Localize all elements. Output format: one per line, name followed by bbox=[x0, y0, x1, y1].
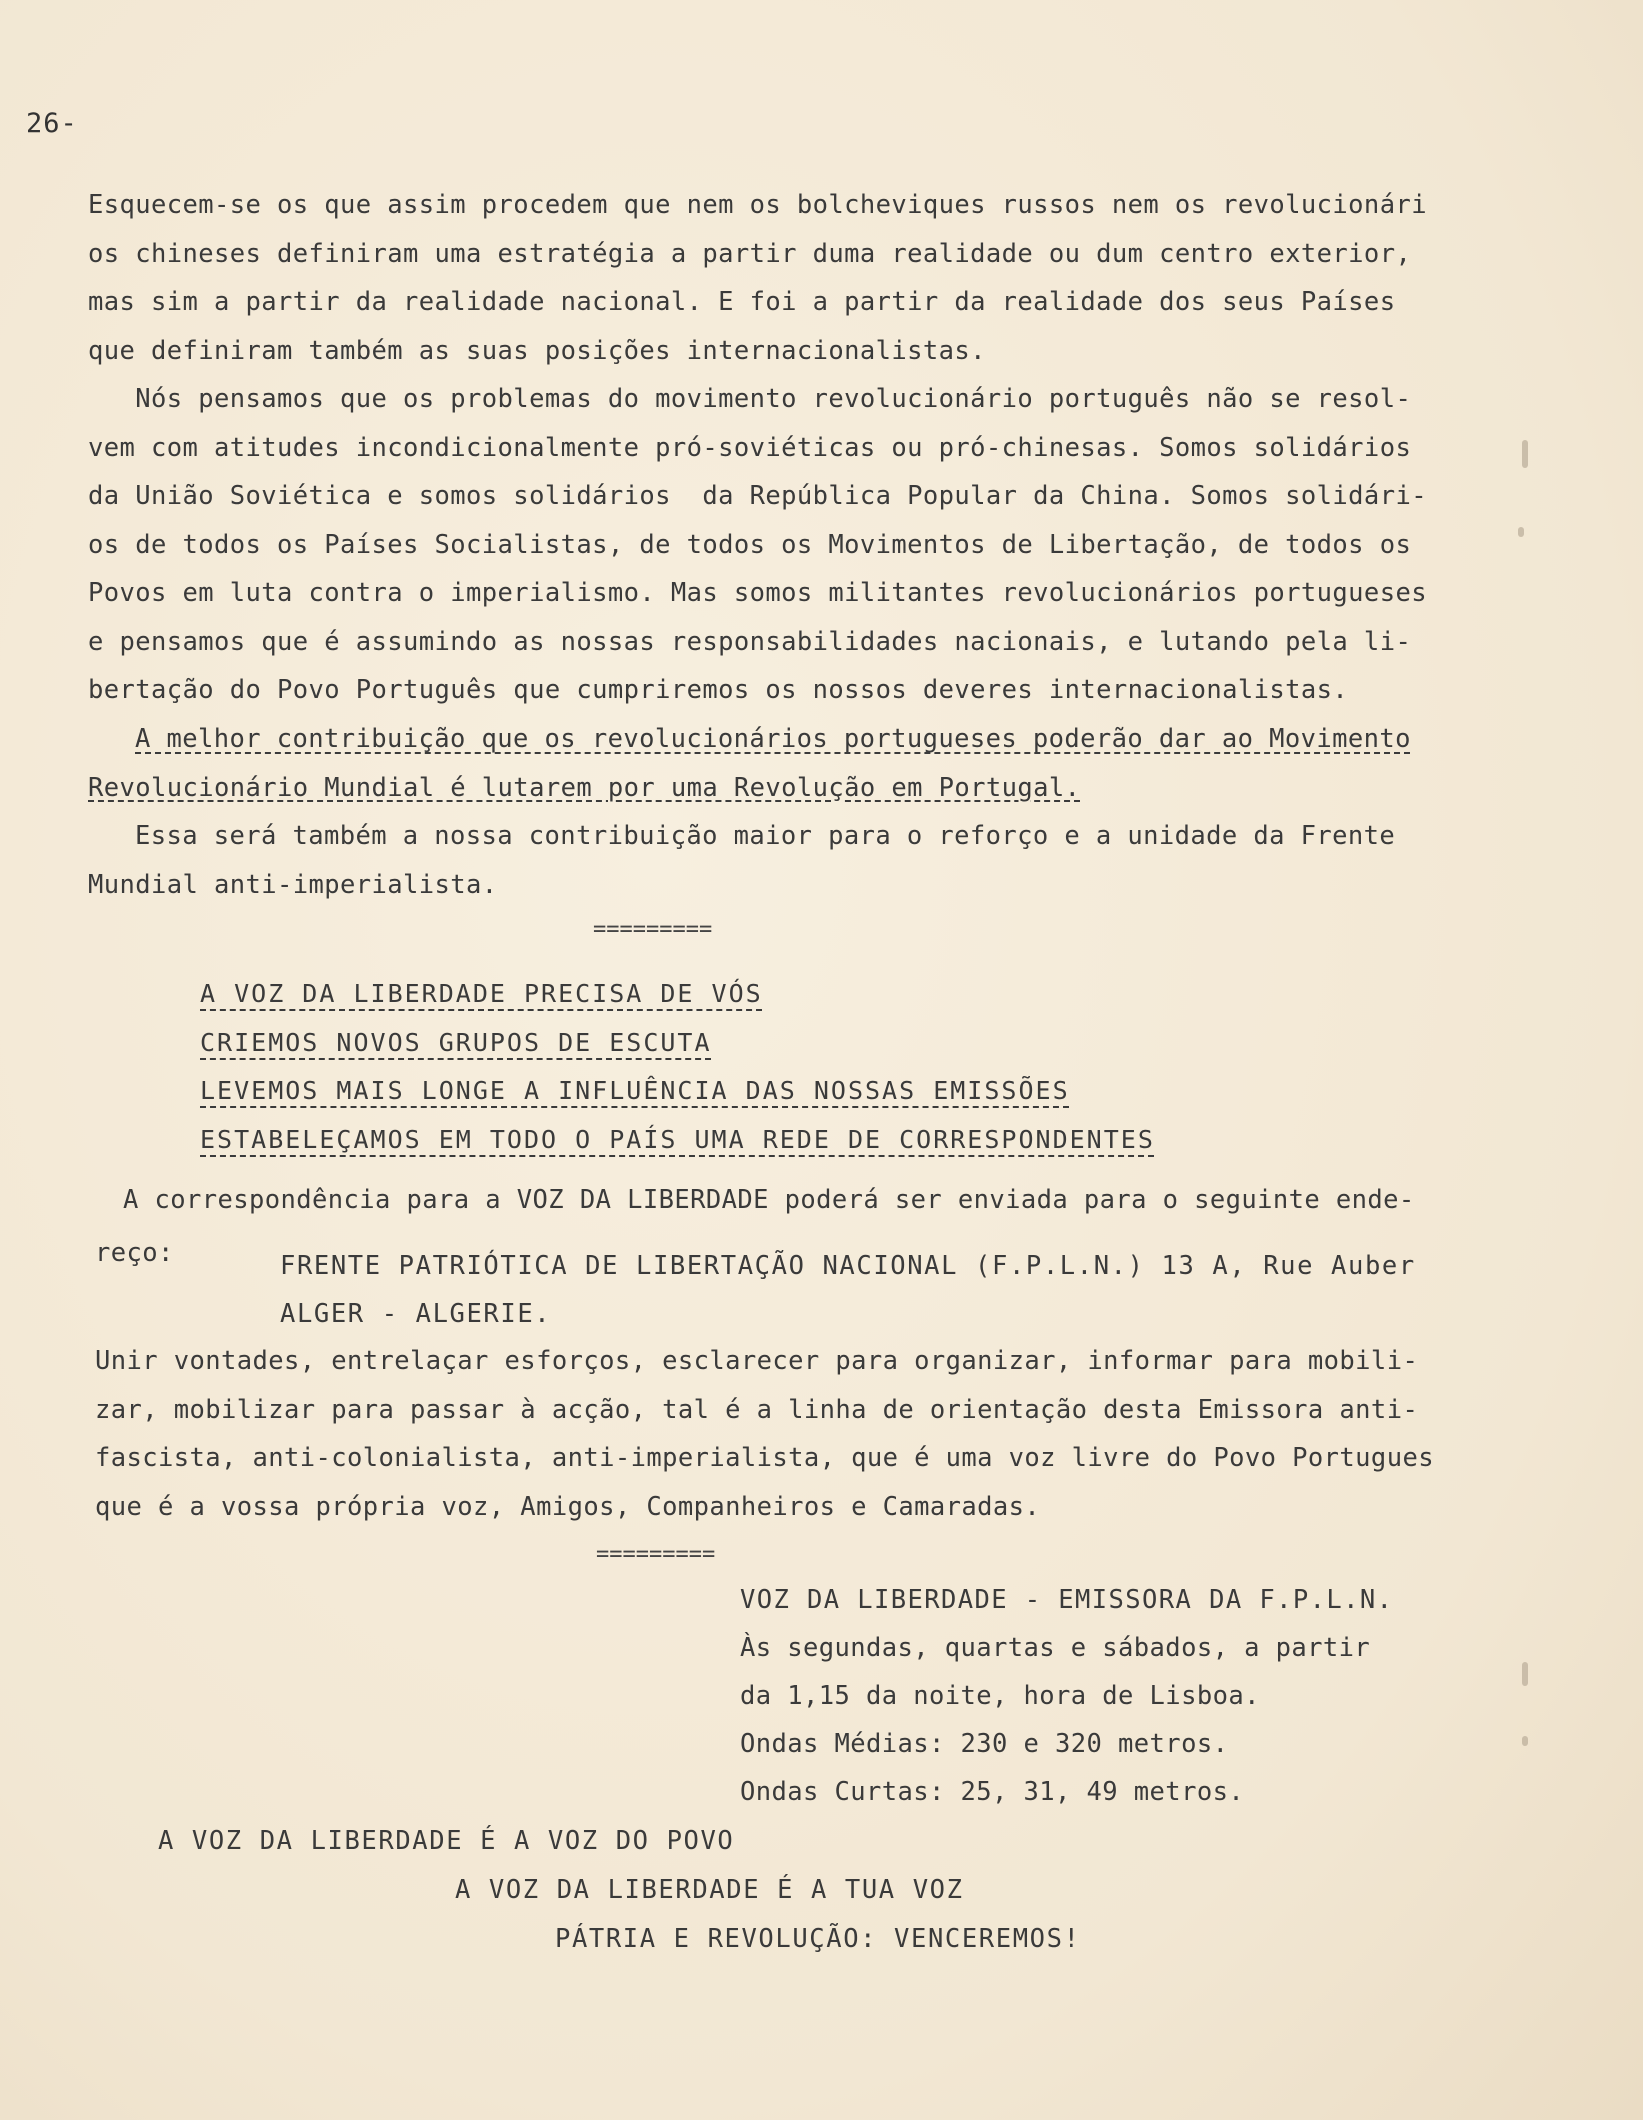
paragraph-3 bbox=[88, 715, 1448, 812]
text-line-wrap bbox=[88, 764, 1448, 813]
broadcast-title: VOZ DA LIBERDADE - EMISSORA DA F.P.L.N. bbox=[740, 1585, 1394, 1615]
slogan-line: ESTABELEÇAMOS EM TODO O PAÍS UMA REDE DE CORRESPONDENTES bbox=[200, 1125, 1155, 1154]
slogan-line: A VOZ DA LIBERDADE PRECISA DE VÓS bbox=[200, 979, 763, 1008]
page-number: 26- bbox=[26, 108, 78, 139]
paper-mark bbox=[1518, 527, 1524, 537]
broadcast-line: Ondas Curtas: 25, 31, 49 metros. bbox=[740, 1777, 1245, 1807]
closing-line-3: PÁTRIA E REVOLUÇÃO: VENCEREMOS! bbox=[555, 1924, 1081, 1954]
text-line: da União Soviética e somos solidários da República Popular da China. Somos solidári- bbox=[88, 481, 1427, 511]
paragraph-1 bbox=[88, 181, 1448, 375]
text-line: que é a vossa própria voz, Amigos, Companheiros e Camaradas. bbox=[95, 1491, 1041, 1522]
text-line: Nós pensamos que os problemas do movimento revolucionário português não se resol- bbox=[88, 384, 1412, 414]
text-line: Unir vontades, entrelaçar esforços, esclarecer para organizar, informar para mobili- bbox=[95, 1346, 1419, 1376]
text-line: Mundial anti-imperialista. bbox=[88, 869, 498, 900]
text-line: e pensamos que é assumindo as nossas responsabilidades nacionais, e lutando pela li- bbox=[88, 626, 1412, 657]
text-line: mas sim a partir da realidade nacional. E foi a partir da realidade dos seus Países bbox=[88, 287, 1396, 317]
closing-line-2: A VOZ DA LIBERDADE É A TUA VOZ bbox=[455, 1875, 964, 1905]
underlined-text: A melhor contribuição que os revolucionários portugueses poderão dar ao Movimento bbox=[135, 724, 1411, 754]
text-line: Essa será também a nossa contribuição maior para o reforço e a unidade da Frente bbox=[135, 821, 1396, 851]
text-line: zar, mobilizar para passar à acção, tal é a linha de orientação desta Emissora anti- bbox=[95, 1394, 1419, 1425]
closing-line-1: A VOZ DA LIBERDADE É A VOZ DO POVO bbox=[158, 1826, 735, 1856]
correspondence-intro: A correspondência para a VOZ DA LIBERDADE poderá ser enviada para o seguinte ende- bbox=[123, 1185, 1415, 1215]
separator: ========= bbox=[596, 1542, 716, 1567]
text-line: os chineses definiram uma estratégia a partir duma realidade ou dum centro exterior, bbox=[88, 238, 1412, 269]
text-line: Povos em luta contra o imperialismo. Mas somos militantes revolucionários portugueses bbox=[88, 578, 1427, 608]
text-line: vem com atitudes incondicionalmente pró-soviéticas ou pró-chinesas. Somos solidários bbox=[88, 432, 1412, 463]
paper-mark bbox=[1522, 1662, 1528, 1686]
text-line: os de todos os Países Socialistas, de todos os Movimentos de Libertação, de todos os bbox=[88, 529, 1412, 560]
paragraph-2 bbox=[88, 375, 1448, 715]
text-line: bertação do Povo Português que cumpriremos os nossos deveres internacionalistas. bbox=[88, 675, 1349, 705]
separator: ========= bbox=[593, 917, 713, 942]
paper-mark bbox=[1522, 1736, 1528, 1746]
slogan-line: CRIEMOS NOVOS GRUPOS DE ESCUTA bbox=[200, 1028, 712, 1057]
broadcast-line: Às segundas, quartas e sábados, a partir bbox=[740, 1633, 1371, 1663]
text-line-wrap bbox=[88, 715, 1448, 764]
paragraph-5 bbox=[95, 1337, 1455, 1531]
address-line: FRENTE PATRIÓTICA DE LIBERTAÇÃO NACIONAL (F.P.L.N.) 13 A, Rue Auber bbox=[280, 1251, 1416, 1281]
underlined-text: Revolucionário Mundial é lutarem por uma Revolução em Portugal. bbox=[88, 772, 1081, 803]
broadcast-line: da 1,15 da noite, hora de Lisboa. bbox=[740, 1681, 1260, 1711]
paragraph-4 bbox=[88, 812, 1448, 909]
paper-mark bbox=[1522, 440, 1528, 468]
address-line: ALGER - ALGERIE. bbox=[280, 1299, 552, 1329]
text-line: que definiram também as suas posições internacionalistas. bbox=[88, 335, 986, 366]
text-line: Esquecem-se os que assim procedem que nem os bolcheviques russos nem os revolucionári bbox=[88, 190, 1427, 220]
broadcast-line: Ondas Médias: 230 e 320 metros. bbox=[740, 1729, 1229, 1759]
slogan-line: LEVEMOS MAIS LONGE A INFLUÊNCIA DAS NOSSAS EMISSÕES bbox=[200, 1076, 1070, 1105]
text-line: fascista, anti-colonialista, anti-imperialista, que é uma voz livre do Povo Portugues bbox=[95, 1443, 1434, 1473]
correspondence-label: reço: bbox=[95, 1238, 174, 1268]
